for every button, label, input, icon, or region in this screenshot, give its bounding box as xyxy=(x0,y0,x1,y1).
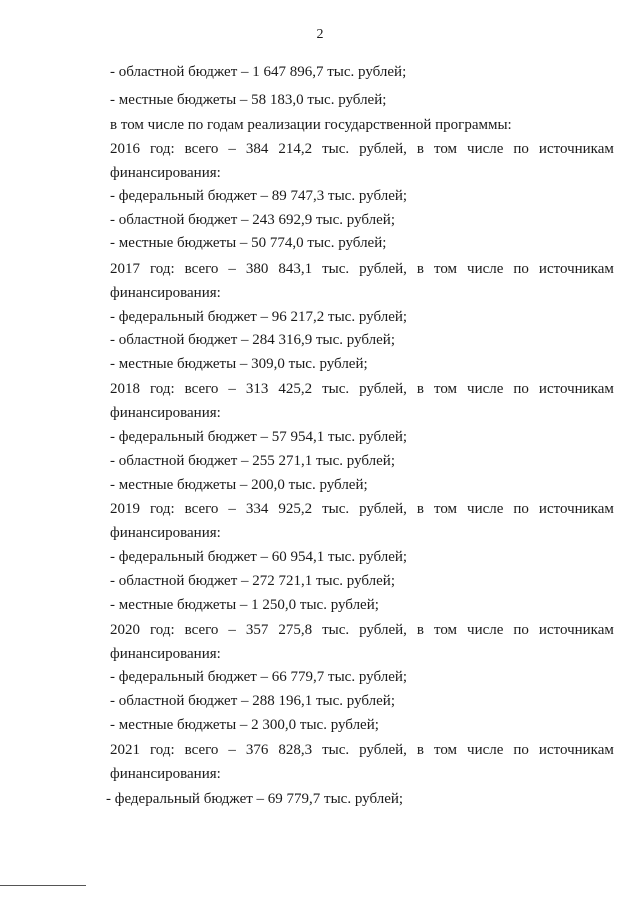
year-2021-heading: 2021 год: всего – 376 828,3 тыс. рублей, в том числе по источникам xyxy=(110,742,614,758)
line-regional-total: - областной бюджет – 1 647 896,7 тыс. рублей; xyxy=(110,64,407,80)
year-2018-heading: 2018 год: всего – 313 425,2 тыс. рублей, в том числе по источникам xyxy=(110,381,614,397)
year-2018-regional: - областной бюджет – 255 271,1 тыс. рублей; xyxy=(110,453,395,469)
year-2018-federal: - федеральный бюджет – 57 954,1 тыс. рублей; xyxy=(110,429,408,445)
year-2016-continuation: финансирования: xyxy=(110,165,221,181)
year-2019-federal: - федеральный бюджет – 60 954,1 тыс. рублей; xyxy=(110,549,408,565)
year-2020-federal: - федеральный бюджет – 66 779,7 тыс. рублей; xyxy=(110,669,408,685)
line-local-total: - местные бюджеты – 58 183,0 тыс. рублей; xyxy=(110,92,387,108)
footer-rule xyxy=(0,885,86,886)
year-2017-heading: 2017 год: всего – 380 843,1 тыс. рублей, в том числе по источникам xyxy=(110,261,614,277)
year-2019-local: - местные бюджеты – 1 250,0 тыс. рублей; xyxy=(110,597,379,613)
year-2016-local: - местные бюджеты – 50 774,0 тыс. рублей; xyxy=(110,235,387,251)
year-2018-continuation: финансирования: xyxy=(110,405,221,421)
year-2019-heading: 2019 год: всего – 334 925,2 тыс. рублей, в том числе по источникам xyxy=(110,501,614,517)
year-2020-continuation: финансирования: xyxy=(110,646,221,662)
year-2017-regional: - областной бюджет – 284 316,9 тыс. рублей; xyxy=(110,332,395,348)
year-2021-continuation: финансирования: xyxy=(110,766,221,782)
year-2021-federal: - федеральный бюджет – 69 779,7 тыс. рублей; xyxy=(106,791,404,807)
year-2016-heading: 2016 год: всего – 384 214,2 тыс. рублей, в том числе по источникам xyxy=(110,141,614,157)
year-2016-federal: - федеральный бюджет – 89 747,3 тыс. рублей; xyxy=(110,188,408,204)
line-by-years: в том числе по годам реализации государственной программы: xyxy=(110,117,512,133)
year-2018-local: - местные бюджеты – 200,0 тыс. рублей; xyxy=(110,477,368,493)
page-number: 2 xyxy=(316,27,324,42)
year-2017-federal: - федеральный бюджет – 96 217,2 тыс. рублей; xyxy=(110,309,408,325)
year-2019-continuation: финансирования: xyxy=(110,525,221,541)
year-2020-heading: 2020 год: всего – 357 275,8 тыс. рублей, в том числе по источникам xyxy=(110,622,614,638)
year-2017-local: - местные бюджеты – 309,0 тыс. рублей; xyxy=(110,356,368,372)
year-2019-regional: - областной бюджет – 272 721,1 тыс. рублей; xyxy=(110,573,395,589)
year-2017-continuation: финансирования: xyxy=(110,285,221,301)
year-2020-regional: - областной бюджет – 288 196,1 тыс. рублей; xyxy=(110,693,395,709)
year-2016-regional: - областной бюджет – 243 692,9 тыс. рублей; xyxy=(110,212,395,228)
year-2020-local: - местные бюджеты – 2 300,0 тыс. рублей; xyxy=(110,717,379,733)
